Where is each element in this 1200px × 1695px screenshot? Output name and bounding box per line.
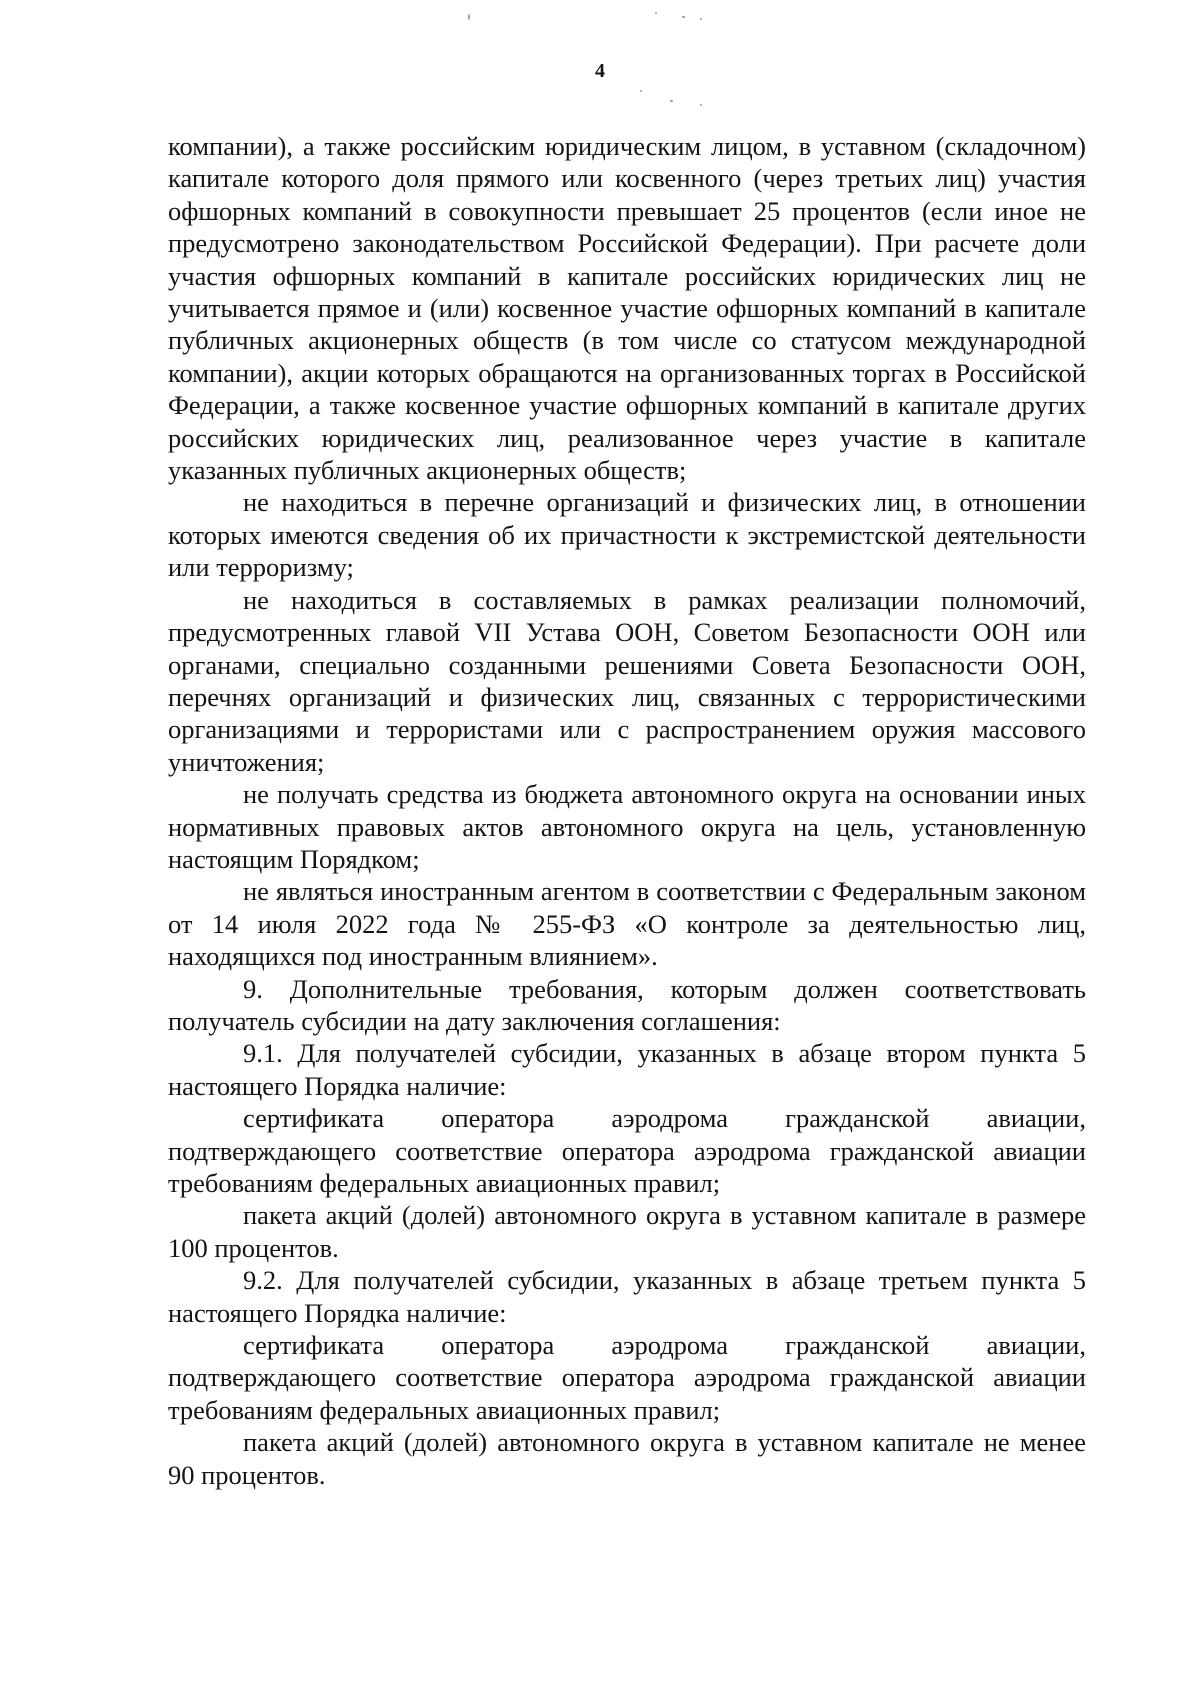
paragraph-extremism-list: не находиться в перечне организаций и физических лиц, в отношении которых имеются сведения об их причастности к экстремистской деятельности или терроризму; xyxy=(168,487,1086,583)
paragraph-shares-90: пакета акций (долей) автономного округа в уставном капитале не менее 90 процентов. xyxy=(168,1427,1086,1490)
paragraph-item-9-2: 9.2. Для получателей субсидии, указанных в абзаце третьем пункта 5 настоящего Порядка наличие: xyxy=(168,1265,1086,1328)
scan-speck xyxy=(700,18,702,20)
paragraph-foreign-agent: не являться иностранным агентом в соответствии с Федеральным законом от 14 июля 2022 года № 255-ФЗ «О контроле за деятельностью лиц, находящихся под иностранным влиянием». xyxy=(168,876,1086,972)
document-body xyxy=(168,130,1086,1491)
scan-speck xyxy=(670,100,673,102)
paragraph-un-lists: не находиться в составляемых в рамках реализации полномочий, предусмотренных главой VII Устава ООН, Советом Безопасности ООН или органами, специально созданными решениями Совета Безопасности ООН, перечнях организаций и физических лиц, связанных с террористическими организациями и террористами или с распространением оружия массового уничтожения; xyxy=(168,584,1086,777)
paragraph-offshore-companies: компании), а также российским юридическим лицом, в уставном (складочном) капитале которого доля прямого или косвенного (через третьих лиц) участия офшорных компаний в совокупности превышает 25 процентов (если иное не предусмотрено законодательством Российской Федерации). При расчете доли участия офшорных компаний в капитале российских юридических лиц не учитывается прямое и (или) косвенное участие офшорных компаний в капитале публичных акционерных обществ (в том числе со статусом международной компании), акции которых обращаются на организованных торгах в Российской Федерации, а также косвенное участие офшорных компаний в капитале других российских юридических лиц, реализованное через участие в капитале указанных публичных акционерных обществ; xyxy=(168,131,1086,486)
paragraph-certificate-2: сертификата оператора аэродрома гражданской авиации, подтверждающего соответствие оператора аэродрома гражданской авиации требованиям федеральных авиационных правил; xyxy=(168,1330,1086,1425)
scan-speck xyxy=(682,16,685,18)
scan-speck xyxy=(468,14,470,20)
scan-speck xyxy=(700,104,702,106)
paragraph-shares-100: пакета акций (долей) автономного округа в уставном капитале в размере 100 процентов. xyxy=(168,1200,1086,1263)
page-number: 4 xyxy=(595,60,605,82)
paragraph-budget-funds: не получать средства из бюджета автономного округа на основании иных нормативных правовых актов автономного округа на цель, установленную настоящим Порядком; xyxy=(168,779,1086,874)
paragraph-certificate-1: сертификата оператора аэродрома гражданской авиации, подтверждающего соответствие оператора аэродрома гражданской авиации требованиям федеральных авиационных правил; xyxy=(168,1103,1086,1198)
paragraph-item-9-1: 9.1. Для получателей субсидии, указанных в абзаце втором пункта 5 настоящего Порядка наличие: xyxy=(168,1038,1086,1101)
scan-speck xyxy=(655,12,657,14)
paragraph-item-9: 9. Дополнительные требования, которым должен соответствовать получатель субсидии на дату заключения соглашения: xyxy=(168,973,1086,1036)
scan-speck xyxy=(640,90,642,92)
